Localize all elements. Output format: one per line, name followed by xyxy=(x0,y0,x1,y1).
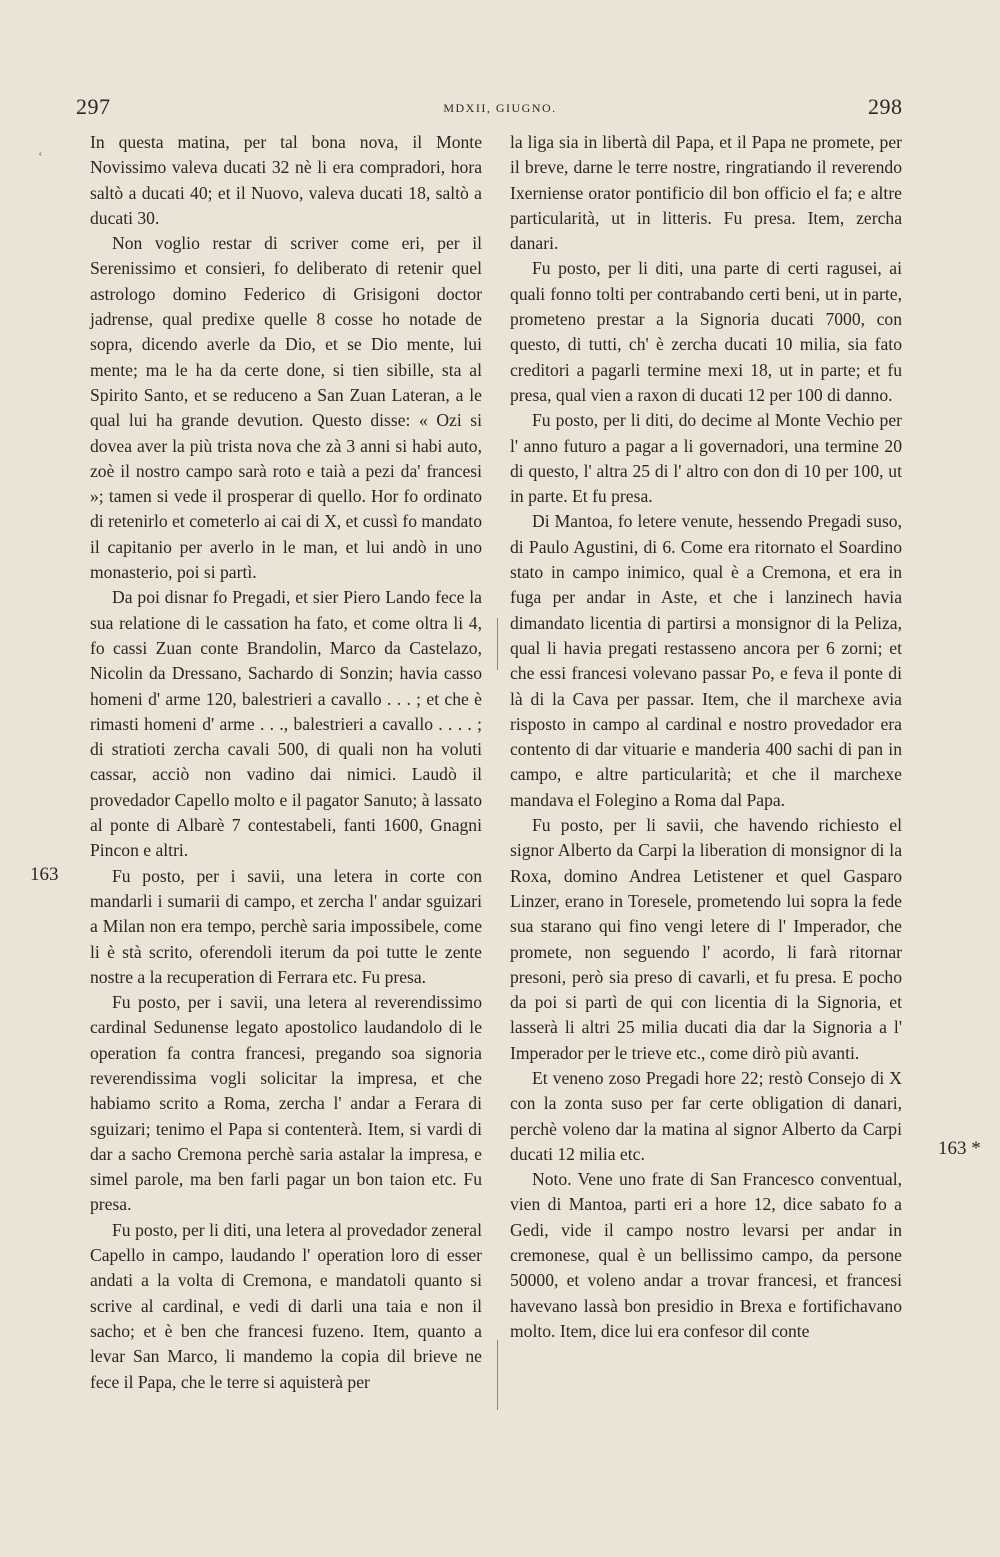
paragraph: Da poi disnar fo Pregadi, et sier Piero Lando fece la sua relatione di le cassation ha fato, et come oltra li 4, fo cassi Zuan conte Brandolin, Marco da Castelazo, Nicolin da Dressano, Sachardo di Sonzin; havia casso homeni d' arme 120, balestrieri a cavallo . . . ; et che è rimasti homeni d' arme . . ., balestrieri a cavallo . . . . ; di stratioti zercha cavali 500, di quali non ha voluti cassar, acciò non vadino dai nimici. Laudò il provedador Capello molto e il pagator Sanuto; à lassato al ponte di Albarè 7 contestabeli, fanti 1600, Gnagni Pincon e altri. xyxy=(90,587,482,861)
margin-note-left: 163 xyxy=(30,864,59,885)
paragraph: Et veneno zoso Pregadi hore 22; restò Consejo di X con la zonta suso per far certe obligation di danari, perchè voleno dar la matina al signor Alberto da Carpi ducati 12 milia etc. xyxy=(510,1067,902,1164)
paragraph: Non voglio restar di scriver come eri, per il Serenissimo et consieri, fo deliberato di retenir quel astrologo domino Federico di Grisigoni doctor jadrense, qual predixe quelle 8 cosse ho notade de sopra, dicendo averle da Dio, et se Dio mente, lui mente; ma le ha da certe done, si tien sibille, sta al Spirito Santo, et se reduceno a San Zuan Lateran, a le qual lui ha grande devution. Questo disse: « Ozi si dovea aver la più trista nova che zà 3 anni si habi auto, zoè il nostro campo sarà roto e taià a pezi da' francesi »; tamen si vede il prosperar di quello. Hor fo ordinato di retenirlo et cometerlo ai cai di X, et cussì fo mandato il capitanio per averlo in le man, et lui andò in uno monasterio, poi si partì. xyxy=(90,233,482,583)
page-number-left: 297 xyxy=(76,94,111,119)
column-rule xyxy=(497,1340,498,1410)
left-column xyxy=(90,130,482,1395)
paragraph: Di Mantoa, fo letere venute, hessendo Pregadi suso, di Paulo Agustini, di 6. Come era ritornato el Soardino stato in campo inimico, qual è a Cremona, et era in fuga per andar in Aste, et che i lanzinech havia dimandato licentia di partirsi a monsignor di la Peliza, qual li havia pregati restasseno ancora per 6 zorni; et che essi francesi volevano passar Po, e feva il ponte di là di la Cava per passar. Item, che il marchexe avia risposto in campo al cardinal e nostro provedador era contento di dar vituarie e manderia 400 sachi di pan in campo, e altre particularità; et che il marchexe mandava el Folegino a Roma dal Papa. xyxy=(510,511,902,810)
margin-note-right: 163 * xyxy=(938,1138,981,1159)
paragraph: In questa matina, per tal bona nova, il Monte Novissimo valeva ducati 32 nè li era compradori, hora saltò a ducati 40; et il Nuovo, valeva ducati 18, saltò a ducati 30. xyxy=(90,132,482,228)
margin-mark: ‘ xyxy=(38,150,43,165)
paragraph: Noto. Vene uno frate di San Francesco conventual, vien di Mantoa, parti eri a hore 12, dice sabato fo a Gedi, vide il campo nostro levarsi per andar in cremonese, qual è un bellissimo campo, da persone 50000, et voleno andar a trovar francesi, et francesi havevano lassà bon presidio in Brexa e fortifichavano molto. Item, dice lui era confesor dil conte xyxy=(510,1169,902,1341)
paragraph: la liga sia in libertà dil Papa, et il Papa ne promete, per il breve, darne le terre nostre, ringratiando il reverendo Ixerniense orator pontificio dil bon officio el fa; e altre particularità, ut in litteris. Fu presa. Item, zercha danari. xyxy=(510,132,902,254)
paragraph: Fu posto, per li diti, do decime al Monte Vechio per l' anno futuro a pagar a li governadori, una termine 20 di questo, l' altra 25 di l' altro con don di 10 per 100, ut in parte. Et fu presa. xyxy=(510,410,902,507)
paragraph: Fu posto, per i savii, una letera al reverendissimo cardinal Sedunense legato apostolico laudandolo di le operation fa contra francesi, pregando soa signoria reverendissima vogli solicitar la impresa, et che habiamo scrito a Roma, zercha l' andar a Ferara di sguizari; tenimo el Papa si contenterà. Item, si vardi di dar a sacho Cremona perchè saria astalar la impresa, e simel parole, ma ben farli pagar un bon taion etc. Fu presa. xyxy=(90,992,482,1215)
right-column xyxy=(510,130,902,1344)
paragraph: Fu posto, per li diti, una letera al provedador zeneral Capello in campo, laudando l' operation loro di esser andati a la volta di Cremona, e mandatoli quanto si scrive al cardinal, e vedi di darli una taia e non il sacho; et è ben che francesi fuzeno. Item, quanto a levar San Marco, li mandemo la copia dil brieve ne fece il Papa, che le terre si aquisterà per xyxy=(90,1219,482,1392)
paragraph: Fu posto, per li savii, che havendo richiesto el signor Alberto da Carpi la liberation di monsignor di la Roxa, domino Andrea Letistener et quel Gasparo Linzer, erano in Toresele, prometendo lui sopra la fede sua starano qui fino vengi letere di l' Imperador, che promete, non seguendo l' acordo, li farà ritornar presoni, però sia preso di cavarli, et fu presa. E pocho da poi si partì de qui con licentia di la Signoria, et lasserà li altri 25 milia ducati dia dar la Signoria a l' Imperador per le trieve etc., come dirò più avanti. xyxy=(510,815,902,1063)
running-title: MDXII, GIUGNO. xyxy=(443,101,557,115)
paragraph: Fu posto, per i savii, una letera in corte con mandarli i sumarii di campo, et zercha l' andar sguizari a Milan non era tempo, perchè saria impossibele, come li è stà scrito, oferendoli iterum da poi tutte le zente nostre a la recuperation di Ferrara etc. Fu presa. xyxy=(90,865,482,987)
page-number-right: 298 xyxy=(868,94,903,119)
column-rule xyxy=(497,618,498,670)
paragraph: Fu posto, per li diti, una parte di certi ragusei, ai quali fonno tolti per contrabando certi beni, ut in parte, prometeno prestar a la Signoria ducati 7000, con questo, di tutti, ch' è zercha ducati 10 milia, sia fato creditori a pagarli termine mexi 18, ut in parte; et fu presa, qual vien a raxon di ducati 12 per 100 di danno. xyxy=(510,258,902,405)
